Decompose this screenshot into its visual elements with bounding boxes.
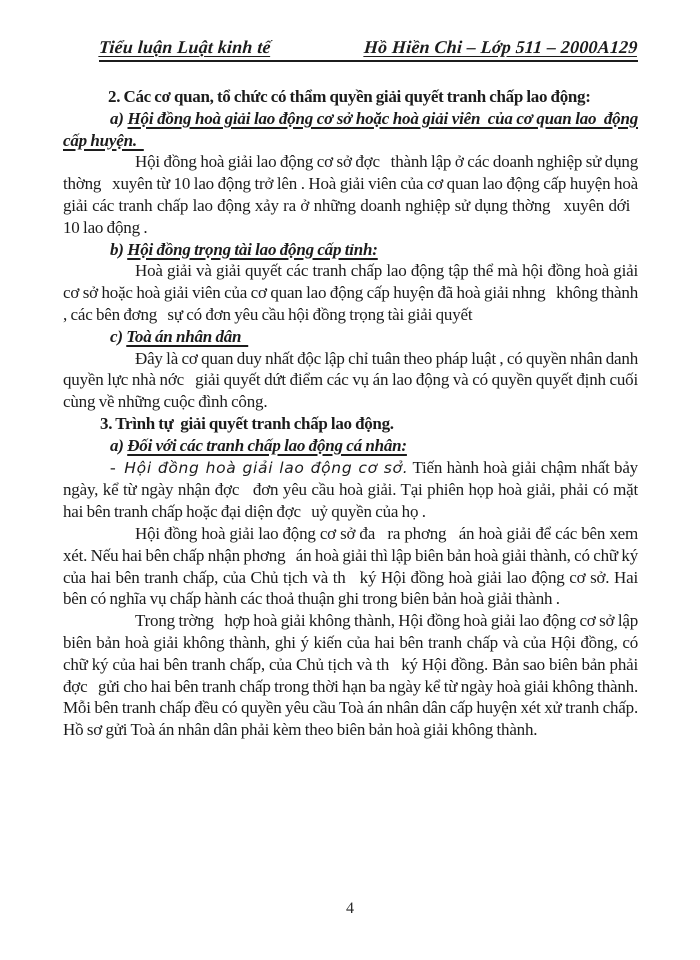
paragraph-failed-conciliation: Trong trờng hợp hoà giải không thành, Hội đồng hoà giải lao động cơ sở lập biên bản hoà giải không thành, ghi ý kiến của hai bên tranh chấp và của Hội đồng, có chữ ký của hai bên tranh chấp, của Chủ tịch và th ký Hội đồng. Bản sao biên bản phải đợc gửi cho hai bên tranh chấp trong thời hạn ba ngày kể từ ngày hoà giải không thành. Mỗi bên tranh chấp đều có quyền yêu cầu Toà án nhân dân cấp huyện xét xử tranh chấp. Hồ sơ gửi Toà án nhân dân phải kèm theo biên bản hoà giải không thành. xyxy=(63,611,638,740)
paragraph-conciliation-minutes: Hội đồng hoà giải lao động cơ sở đa ra phơng án hoà giải để các bên xem xét. Nếu hai bên chấp nhận phơng án hoà giải thì lập biên bản hoà giải thành, có chữ ký của hai bên tranh chấp, của Chủ tịch và th ký Hội đồng hoà giải lao động cơ sở. Hai bên có nghĩa vụ chấp hành các thoả thuận ghi trong biên bản hoà giải thành . xyxy=(63,523,638,609)
subheading-c xyxy=(63,326,638,348)
document-body xyxy=(63,86,638,741)
subheading-b xyxy=(63,239,638,261)
subheading-b-label: b) xyxy=(110,239,128,259)
section-3-heading: 3. Trình tự giải quyết tranh chấp lao động. xyxy=(100,413,394,433)
paragraph-individual-disputes xyxy=(63,457,638,523)
dash-marker: - xyxy=(110,457,125,477)
subheading-a2-label: a) xyxy=(110,435,128,455)
subheading-a1-text: Hội đồng hoà giải lao động cơ sở hoặc hoà giải viên của cơ quan lao động cấp huyện. xyxy=(63,108,638,150)
subheading-a1 xyxy=(63,108,638,152)
header-course-title: Tiểu luận Luật kinh tế xyxy=(98,37,272,57)
subheading-c-text: Toà án nhân dân xyxy=(126,326,249,346)
page-header xyxy=(63,36,638,62)
subheading-c-label: c) xyxy=(110,326,127,346)
header-author-info: Hồ Hiền Chi – Lớp 511 – 2000A129 xyxy=(363,37,639,57)
subheading-a1-label: a) xyxy=(110,108,128,128)
section-2-heading: 2. Các cơ quan, tổ chức có thẩm quyền giải quyết tranh chấp lao động: xyxy=(108,87,591,106)
subheading-a2-text: Đối với các tranh chấp lao động cá nhân: xyxy=(127,435,407,455)
paragraph-arbitration-council: Hoà giải và giải quyết các tranh chấp lao động tập thể mà hội đồng hoà giải cơ sở hoặc hoà giải viên của cơ quan lao động cấp huyện đã hoà giải nhng không thành , các bên đơng sự có đơn yêu cầu hội đồng trọng tài giải quyết xyxy=(63,261,638,324)
paragraph-conciliation-council: Hội đồng hoà giải lao động cơ sở đợc thành lập ở các doanh nghiệp sử dụng thờng xuyên từ 10 lao động trở lên . Hoà giải viên của cơ quan lao động cấp huyện hoà giải các tranh chấp lao động xảy ra ở những doanh nghiệp sử dụng thờng xuyên dới 10 lao động . xyxy=(63,152,638,237)
header-rule xyxy=(99,36,638,62)
subheading-b-text: Hội đồng trọng tài lao động cấp tỉnh: xyxy=(127,239,378,259)
dash-script-phrase: Hội đồng hoà giải lao động cơ sở. xyxy=(124,458,409,477)
paragraph-peoples-court: Đây là cơ quan duy nhất độc lập chỉ tuân theo pháp luật , có quyền nhân danh quyền lực nhà nớc giải quyết dứt điểm các vụ án lao động và có quyền quyết định cuối cùng về những cuộc đình công. xyxy=(63,348,638,412)
page-number: 4 xyxy=(346,900,354,917)
subheading-a2 xyxy=(63,435,638,457)
dash-rest-text: Tiến hành hoà giải chậm nhất bảy ngày, kể từ ngày nhận đợc đơn yêu cầu hoà giải. Tại phiên họp hoà giải, phải có mặt hai bên tranh chấp hoặc đại diện đợc uỷ quyền của họ . xyxy=(63,457,638,522)
